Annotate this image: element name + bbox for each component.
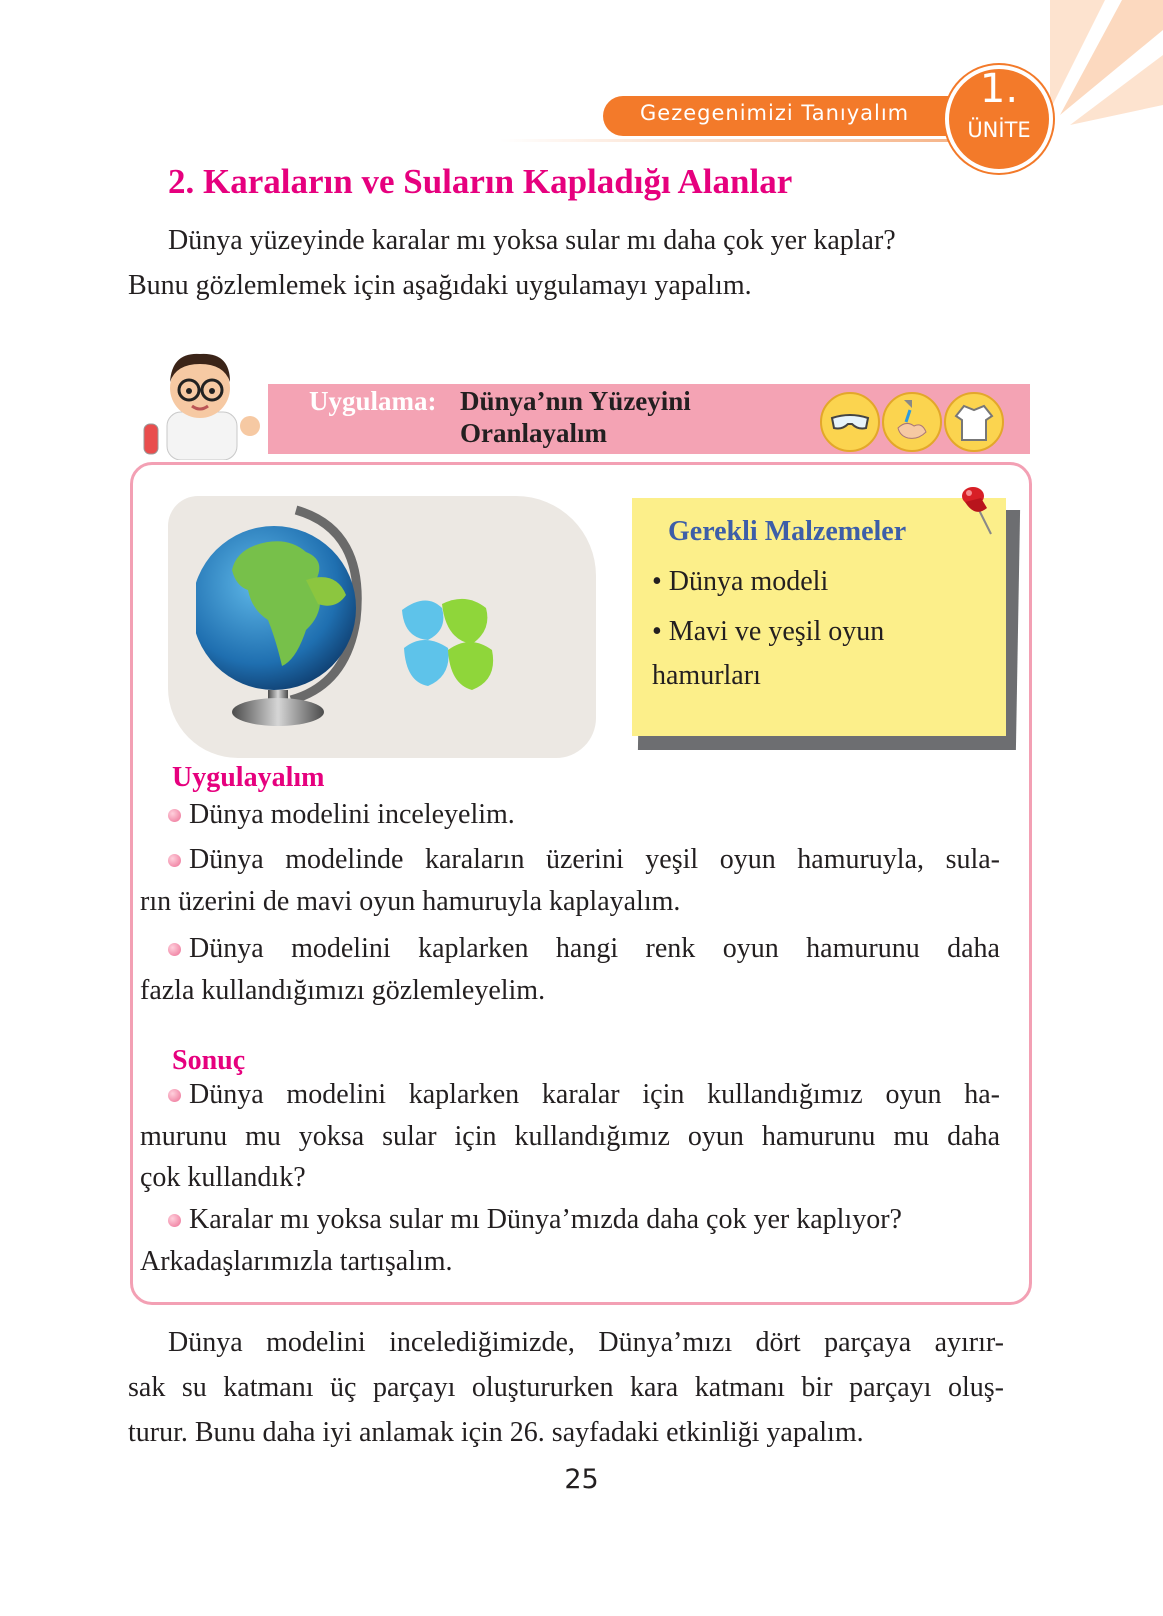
bullet-icon [168,809,181,822]
result-question: Karalar mı yoksa sular mı Dünya’mızda daha çok yer kaplıyor? [168,1197,902,1242]
result-question-continued: çok kullandık? [140,1162,306,1193]
materials-item: • Mavi ve yeşil oyun [652,616,885,647]
scientist-kid-illustration [132,342,282,460]
materials-item: • Dünya modeli [652,566,829,597]
safety-goggles-icon [820,392,880,452]
intro-line: Dünya yüzeyinde karalar mı yoksa sular mı daha çok yer kaplar? [168,225,896,256]
bullet-icon [168,943,181,956]
activity-title: Oranlayalım [460,418,607,448]
step-item: Dünya modelini inceleyelim. [168,792,515,837]
materials-item: hamurları [652,660,761,691]
page-number: 25 [564,1464,599,1495]
pushpin-icon [955,482,999,538]
unit-number: 1. [979,66,1019,112]
result-heading: Sonuç [172,1045,246,1076]
result-question-continued: murunu mu yoksa sular için kullandığımız oyun hamurunu mu daha [140,1121,1000,1152]
lab-coat-icon [944,392,1004,452]
step-item-continued: rın üzerini de mavi oyun hamuruyla kaplayalım. [140,886,681,917]
unit-label: ÜNİTE [967,118,1031,142]
steps-heading: Uygulayalım [172,762,325,793]
activity-label: Uygulama: [309,386,437,416]
closing-line: Dünya modelini incelediğimizde, Dünya’mızı dört parçaya ayırır- [168,1327,1004,1358]
materials-title: Gerekli Malzemeler [668,516,907,547]
intro-line: Bunu gözlemlemek için aşağıdaki uygulamayı yapalım. [128,270,752,301]
closing-line: turur. Bunu daha iyi anlamak için 26. sayfadaki etkinliği yapalım. [128,1417,864,1448]
result-question-continued: Arkadaşlarımızla tartışalım. [140,1246,453,1277]
globe-and-playdough-photo [196,500,576,740]
bullet-icon [168,854,181,867]
result-question: Dünya modelini kaplarken karalar için kullandığımız oyun ha- [168,1072,1000,1117]
chapter-title: Gezegenimizi Tanıyalım [640,101,910,125]
step-item: Dünya modelini kaplarken hangi renk oyun hamurunu daha [168,926,1000,971]
bullet-icon [168,1214,181,1227]
header-rule [500,139,950,142]
closing-line: sak su katmanı üç parçayı oluştururken kara katmanı bir parçayı oluş- [128,1372,1004,1403]
step-item: Dünya modelinde karaların üzerini yeşil oyun hamuruyla, sula- [168,837,1000,882]
section-title: 2. Karaların ve Suların Kapladığı Alanlar [168,162,793,201]
activity-title: Dünya’nın Yüzeyini [460,386,691,416]
hand-washing-icon [882,392,942,452]
bullet-icon [168,1089,181,1102]
step-item-continued: fazla kullandığımızı gözlemleyelim. [140,975,546,1006]
